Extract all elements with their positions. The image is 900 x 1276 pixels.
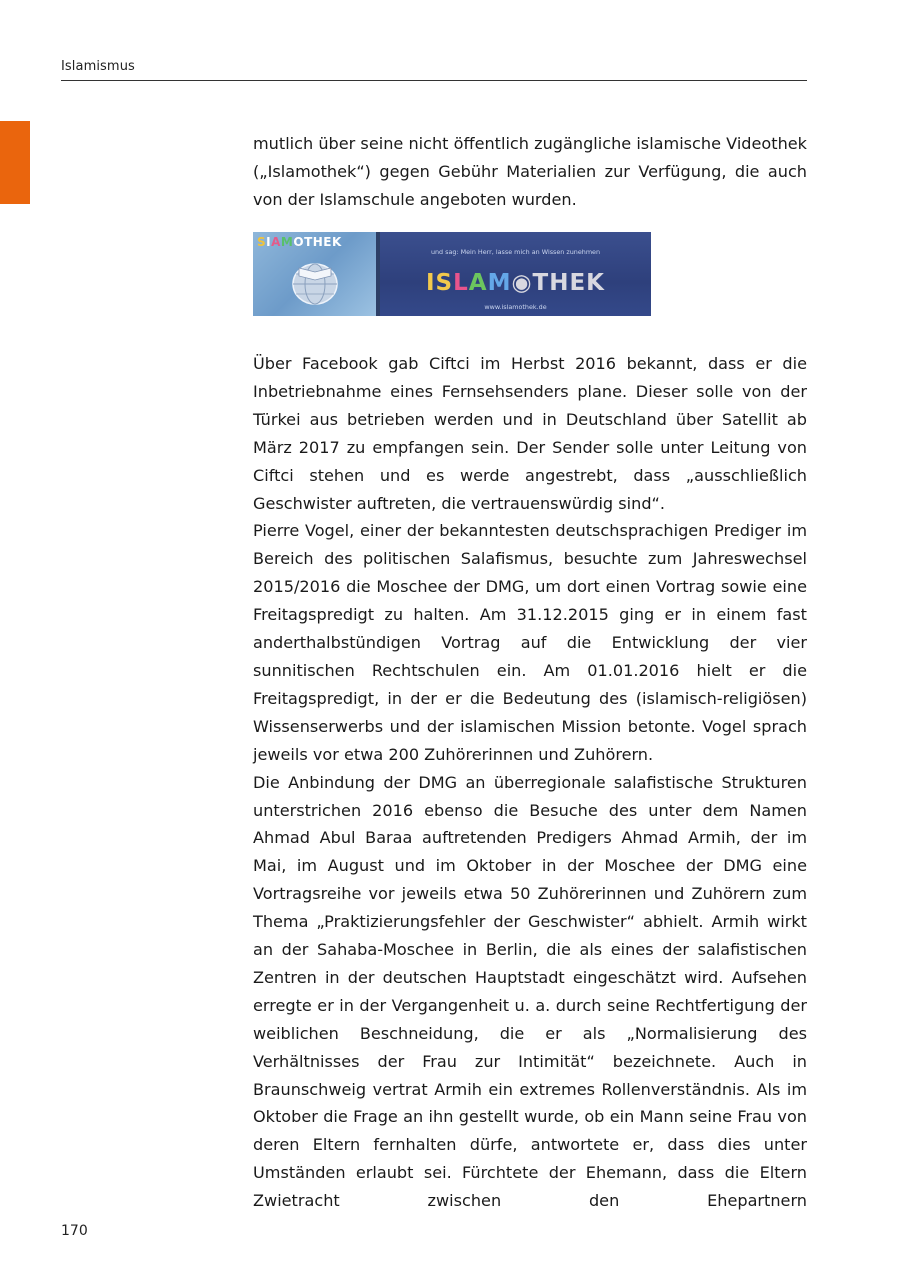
chapter-side-tab bbox=[0, 121, 30, 204]
header-rule bbox=[61, 80, 807, 81]
paragraph: Über Facebook gab Ciftci im Herbst 2016 bekannt, dass er die Inbetriebnahme eines Fernsehsenders plane. Dieser solle von der Türkei aus betrieben werden und in Deutschland über Satellit ab März 2017 zu empfangen sein. Der Sender solle unter Leitung von Ciftci stehen und es werde angestrebt, dass „ausschließlich Geschwister auftreten, die vertrauenswürdig sind“. bbox=[253, 354, 807, 513]
banner-url: www.islamothek.de bbox=[484, 303, 547, 311]
text-block-top bbox=[253, 130, 807, 214]
paragraph: mutlich über seine nicht öffentlich zugängliche islamische Videothek („Islamothek“) gegen Gebühr Materialien zur Verfügung, die auch von der Islamschule angeboten wurden. bbox=[253, 134, 807, 209]
banner-left-panel bbox=[253, 232, 376, 316]
banner-tagline: und sag: Mein Herr, lasse mich an Wissen zunehmen bbox=[430, 248, 601, 256]
text-block-main bbox=[253, 350, 807, 1215]
banner-title: ISLAM◉THEK bbox=[425, 270, 606, 296]
running-head: Islamismus bbox=[61, 59, 135, 74]
globe-book-icon bbox=[289, 256, 341, 308]
banner-right-panel bbox=[380, 232, 651, 316]
banner-left-logo: SIAMOTHEK bbox=[257, 235, 342, 249]
paragraph: Pierre Vogel, einer der bekanntesten deutschsprachigen Prediger im Bereich des politischen Salafismus, besuchte zum Jahreswechsel 2015/2016 die Moschee der DMG, um dort einen Vortrag sowie eine Freitagspredigt zu halten. Am 31.12.2015 ging er in einem fast anderthalbstündigen Vortrag auf die Entwicklung der vier sunnitischen Rechtschulen ein. Am 01.01.2016 hielt er die Freitagspredigt, in der er die Bedeutung des (islamisch-religiösen) Wissenserwerbs und der islamischen Mission betonte. Vogel sprach jeweils vor etwa 200 Zuhörerinnen und Zuhörern. bbox=[253, 521, 807, 764]
page-number: 170 bbox=[61, 1223, 88, 1239]
paragraph: Die Anbindung der DMG an überregionale salafistische Strukturen unterstrichen 2016 ebenso die Besuche des unter dem Namen Ahmad Abul Baraa auftretenden Predigers Ahmad Armih, der im Mai, im August und im Oktober in der Moschee der DMG eine Vortragsreihe vor jeweils etwa 50 Zuhörerinnen und Zuhörern zum Thema „Praktizierungsfehler der Geschwister“ abhielt. Armih wirkt an der Sahaba-Moschee in Berlin, die als eines der salafistischen Zentren in der deutschen Hauptstadt eingeschätzt wird. Aufsehen erregte er in der Vergangenheit u. a. durch seine Rechtfertigung der weiblichen Beschneidung, die er als „Normalisierung des Verhältnisses der Frau zur Intimität“ bezeichnete. Auch in Braunschweig vertrat Armih ein extremes Rollenverständnis. Als im Oktober die Frage an ihn gestellt wurde, ob ein Mann seine Frau von deren Eltern fernhalten dürfe, antwortete er, dass dies unter Umständen erlaubt sei. Fürchtete der Ehemann, dass die Eltern Zwietracht zwischen den Ehepartnern bbox=[253, 772, 807, 1211]
islamothek-banner-image bbox=[253, 232, 651, 316]
